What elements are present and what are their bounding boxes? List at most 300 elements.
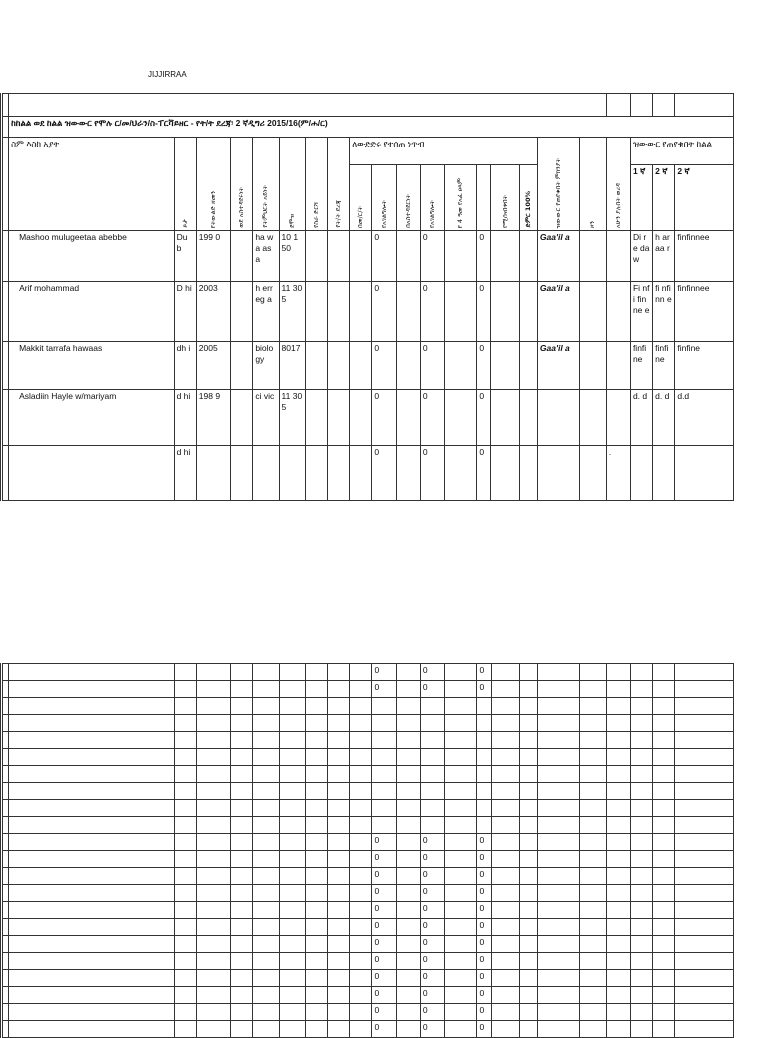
cell-empty bbox=[279, 987, 305, 1004]
cell-empty bbox=[519, 342, 537, 390]
cell-empty bbox=[580, 681, 606, 698]
cell-empty bbox=[675, 732, 734, 749]
cell-empty bbox=[174, 868, 196, 885]
header-region: ዞን bbox=[588, 221, 597, 228]
cell-empty bbox=[9, 953, 175, 970]
cell-empty bbox=[279, 715, 305, 732]
cell-empty bbox=[196, 885, 230, 902]
cell-empty bbox=[2, 953, 9, 970]
table-row bbox=[2, 919, 734, 936]
cell-empty bbox=[9, 851, 175, 868]
cell-empty bbox=[328, 1021, 350, 1038]
header-s8: ድምር 100% bbox=[523, 191, 532, 228]
cell-empty bbox=[491, 902, 519, 919]
cell-empty bbox=[279, 885, 305, 902]
cell-s4 bbox=[420, 766, 444, 783]
cell-empty bbox=[653, 868, 675, 885]
cell-empty bbox=[396, 231, 420, 282]
cell-empty bbox=[9, 749, 175, 766]
cell-s6 bbox=[477, 766, 491, 783]
cell-empty bbox=[231, 851, 253, 868]
header-c1: 1 ኛ bbox=[630, 165, 652, 231]
cell-field: biology bbox=[253, 342, 279, 390]
cell-s4: 0 bbox=[420, 390, 444, 446]
cell-empty bbox=[519, 749, 537, 766]
cell-reason: Gaa'il a bbox=[537, 231, 579, 282]
cell-empty bbox=[580, 800, 606, 817]
cell-empty bbox=[196, 817, 230, 834]
cell-empty bbox=[9, 970, 175, 987]
cell-empty bbox=[491, 885, 519, 902]
cell-empty bbox=[328, 766, 350, 783]
header-reason: ዝውውር የጠየቁበት ምክንያት bbox=[554, 157, 563, 228]
cell-empty bbox=[630, 817, 652, 834]
cell-s4: 0 bbox=[420, 919, 444, 936]
cell-empty bbox=[9, 783, 175, 800]
cell-empty bbox=[580, 749, 606, 766]
cell-empty bbox=[445, 342, 477, 390]
cell-empty bbox=[538, 834, 580, 851]
cell-empty bbox=[653, 698, 675, 715]
cell-s4: 0 bbox=[420, 231, 444, 282]
header-c2: 2 ኛ bbox=[653, 165, 675, 231]
transfer-table bbox=[0, 93, 734, 501]
cell-empty bbox=[630, 715, 652, 732]
cell-empty bbox=[606, 681, 630, 698]
cell-empty bbox=[396, 936, 420, 953]
cell-empty bbox=[253, 851, 279, 868]
cell-empty bbox=[491, 817, 519, 834]
header-request: ዝውውር የጠየቁበት ከልል bbox=[630, 138, 733, 165]
cell-empty bbox=[253, 766, 279, 783]
header-s2: የአገልግሎት bbox=[379, 199, 388, 228]
cell-empty bbox=[2, 987, 9, 1004]
cell-empty bbox=[675, 800, 734, 817]
cell-s2: 0 bbox=[372, 885, 396, 902]
cell-empty bbox=[328, 834, 350, 851]
cell-empty bbox=[231, 1004, 253, 1021]
cell-empty bbox=[231, 919, 253, 936]
cell-empty bbox=[2, 715, 9, 732]
cell-sex: D hi bbox=[174, 282, 196, 342]
table-row bbox=[2, 817, 734, 834]
cell-empty bbox=[2, 698, 9, 715]
cell-s2 bbox=[372, 800, 396, 817]
table-row bbox=[2, 766, 734, 783]
cell-empty bbox=[519, 851, 537, 868]
cell-s6: 0 bbox=[477, 446, 491, 501]
cell-empty bbox=[231, 766, 253, 783]
header-level: የስራ ድርሻ bbox=[311, 202, 320, 228]
cell-empty bbox=[491, 732, 519, 749]
cell-empty bbox=[2, 390, 9, 446]
cell-empty bbox=[653, 783, 675, 800]
cell-empty bbox=[653, 970, 675, 987]
cell-empty bbox=[305, 231, 327, 282]
cell-c1: finfine bbox=[630, 342, 652, 390]
cell-empty bbox=[606, 766, 630, 783]
cell-empty bbox=[653, 766, 675, 783]
cell-empty bbox=[630, 681, 652, 698]
cell-s4: 0 bbox=[420, 1004, 444, 1021]
cell-s2: 0 bbox=[372, 970, 396, 987]
cell-empty bbox=[305, 390, 327, 446]
cell-empty bbox=[253, 681, 279, 698]
cell-empty bbox=[606, 1004, 630, 1021]
cell-empty bbox=[491, 231, 519, 282]
table-row bbox=[2, 851, 734, 868]
cell-empty bbox=[445, 851, 477, 868]
cell-dot bbox=[606, 231, 630, 282]
cell-empty bbox=[519, 698, 537, 715]
cell-c2: finfine bbox=[653, 342, 675, 390]
cell-empty bbox=[491, 851, 519, 868]
cell-c3: d.d bbox=[675, 390, 734, 446]
cell-salary: 10 150 bbox=[279, 231, 305, 282]
cell-empty bbox=[328, 919, 350, 936]
cell-s6 bbox=[477, 817, 491, 834]
cell-c3 bbox=[675, 446, 734, 501]
header-s3: በአስተዳደርነት bbox=[403, 194, 412, 228]
cell-empty bbox=[653, 936, 675, 953]
cell-empty bbox=[445, 664, 477, 681]
cell-s2 bbox=[372, 749, 396, 766]
cell-empty bbox=[9, 936, 175, 953]
cell-empty bbox=[328, 868, 350, 885]
cell-salary bbox=[279, 446, 305, 501]
cell-empty bbox=[279, 868, 305, 885]
cell-empty bbox=[606, 715, 630, 732]
cell-empty bbox=[253, 817, 279, 834]
cell-empty bbox=[606, 664, 630, 681]
cell-empty bbox=[675, 664, 734, 681]
cell-empty bbox=[253, 953, 279, 970]
cell-empty bbox=[519, 919, 537, 936]
cell-empty bbox=[396, 664, 420, 681]
cell-empty bbox=[305, 834, 327, 851]
cell-empty bbox=[445, 390, 477, 446]
cell-empty bbox=[305, 1021, 327, 1038]
cell-empty bbox=[580, 987, 606, 1004]
table-row bbox=[2, 732, 734, 749]
header-s7: የሚሰናበቱበት bbox=[500, 194, 509, 228]
cell-empty bbox=[580, 231, 606, 282]
cell-c2: fi nfi nn e bbox=[653, 282, 675, 342]
cell-s2: 0 bbox=[372, 231, 396, 282]
cell-empty bbox=[675, 834, 734, 851]
cell-empty bbox=[2, 1021, 9, 1038]
cell-empty bbox=[253, 715, 279, 732]
cell-empty bbox=[396, 885, 420, 902]
cell-empty bbox=[305, 342, 327, 390]
cell-empty bbox=[491, 715, 519, 732]
cell-empty bbox=[174, 749, 196, 766]
cell-empty bbox=[491, 342, 519, 390]
cell-empty bbox=[519, 732, 537, 749]
cell-empty bbox=[279, 919, 305, 936]
cell-empty bbox=[396, 970, 420, 987]
cell-empty bbox=[9, 868, 175, 885]
cell-empty bbox=[350, 664, 372, 681]
cell-empty bbox=[675, 919, 734, 936]
cell-s4: 0 bbox=[420, 902, 444, 919]
cell-s4: 0 bbox=[420, 987, 444, 1004]
cell-empty bbox=[350, 936, 372, 953]
cell-empty bbox=[580, 817, 606, 834]
cell-empty bbox=[606, 970, 630, 987]
cell-empty bbox=[174, 902, 196, 919]
cell-empty bbox=[580, 732, 606, 749]
cell-empty bbox=[350, 834, 372, 851]
cell-empty bbox=[2, 885, 9, 902]
cell-empty bbox=[606, 987, 630, 1004]
cell-s6: 0 bbox=[477, 282, 491, 342]
table-row bbox=[2, 868, 734, 885]
cell-empty bbox=[445, 1021, 477, 1038]
cell-empty bbox=[231, 342, 253, 390]
cell-empty bbox=[2, 936, 9, 953]
cell-empty bbox=[580, 953, 606, 970]
cell-empty bbox=[606, 936, 630, 953]
cell-empty bbox=[174, 851, 196, 868]
cell-empty bbox=[9, 681, 175, 698]
table-row bbox=[2, 698, 734, 715]
cell-empty bbox=[675, 868, 734, 885]
cell-empty bbox=[196, 936, 230, 953]
cell-salary: 11 305 bbox=[279, 282, 305, 342]
cell-empty bbox=[519, 868, 537, 885]
cell-empty bbox=[519, 664, 537, 681]
cell-empty bbox=[231, 231, 253, 282]
cell-empty bbox=[538, 783, 580, 800]
cell-empty bbox=[327, 446, 349, 501]
cell-empty bbox=[231, 698, 253, 715]
cell-empty bbox=[606, 783, 630, 800]
cell-empty bbox=[675, 953, 734, 970]
cell-s2: 0 bbox=[372, 987, 396, 1004]
cell-s2: 0 bbox=[372, 282, 396, 342]
cell-empty bbox=[328, 732, 350, 749]
cell-empty bbox=[328, 783, 350, 800]
cell-s4 bbox=[420, 715, 444, 732]
cell-empty bbox=[396, 902, 420, 919]
cell-empty bbox=[328, 817, 350, 834]
cell-empty bbox=[253, 732, 279, 749]
cell-empty bbox=[350, 970, 372, 987]
table-row bbox=[2, 681, 734, 698]
cell-empty bbox=[196, 681, 230, 698]
cell-empty bbox=[491, 953, 519, 970]
cell-empty bbox=[396, 715, 420, 732]
cell-empty bbox=[174, 664, 196, 681]
lower-table bbox=[0, 663, 734, 1038]
cell-empty bbox=[653, 817, 675, 834]
cell-empty bbox=[196, 868, 230, 885]
cell-empty bbox=[580, 885, 606, 902]
cell-empty bbox=[196, 834, 230, 851]
cell-empty bbox=[653, 987, 675, 1004]
cell-s2 bbox=[372, 698, 396, 715]
sheet-title: ከከልል ወደ ከልል ዝውውር የሞሉ ር/መ/ህራን/ስ-ፐርቫይዘር - የት/ት ደረጃ፡ 2 ኛዲግሪ 2015/16(ም/ሐ/ር) bbox=[9, 117, 734, 138]
cell-empty bbox=[231, 732, 253, 749]
cell-empty bbox=[519, 446, 537, 501]
cell-empty bbox=[580, 664, 606, 681]
cell-s2: 0 bbox=[372, 834, 396, 851]
cell-s4: 0 bbox=[420, 446, 444, 501]
cell-empty bbox=[630, 1021, 652, 1038]
cell-empty bbox=[491, 681, 519, 698]
cell-empty bbox=[538, 681, 580, 698]
cell-empty bbox=[231, 868, 253, 885]
cell-empty bbox=[445, 681, 477, 698]
cell-empty bbox=[279, 664, 305, 681]
cell-empty bbox=[174, 681, 196, 698]
cell-empty bbox=[279, 749, 305, 766]
cell-empty bbox=[328, 970, 350, 987]
cell-empty bbox=[491, 970, 519, 987]
cell-empty bbox=[538, 851, 580, 868]
cell-empty bbox=[396, 868, 420, 885]
cell-empty bbox=[350, 732, 372, 749]
cell-empty bbox=[253, 749, 279, 766]
cell-empty bbox=[580, 390, 606, 446]
cell-salary: 8017 bbox=[279, 342, 305, 390]
cell-s4: 0 bbox=[420, 282, 444, 342]
cell-empty bbox=[491, 282, 519, 342]
cell-s4: 0 bbox=[420, 851, 444, 868]
cell-empty bbox=[196, 1021, 230, 1038]
cell-empty bbox=[445, 715, 477, 732]
cell-empty bbox=[519, 953, 537, 970]
cell-empty bbox=[305, 851, 327, 868]
cell-empty bbox=[174, 953, 196, 970]
cell-empty bbox=[675, 885, 734, 902]
cell-empty bbox=[445, 1004, 477, 1021]
cell-empty bbox=[253, 834, 279, 851]
cell-empty bbox=[279, 902, 305, 919]
cell-empty bbox=[396, 446, 420, 501]
cell-empty bbox=[196, 783, 230, 800]
cell-empty bbox=[580, 446, 606, 501]
table-row bbox=[2, 749, 734, 766]
cell-empty bbox=[445, 446, 477, 501]
cell-empty bbox=[196, 970, 230, 987]
cell-empty bbox=[231, 817, 253, 834]
cell-empty bbox=[675, 970, 734, 987]
cell-s6 bbox=[477, 749, 491, 766]
cell-birth: 2003 bbox=[196, 282, 230, 342]
cell-empty bbox=[675, 681, 734, 698]
cell-empty bbox=[606, 732, 630, 749]
cell-empty bbox=[445, 732, 477, 749]
cell-s2: 0 bbox=[372, 342, 396, 390]
cell-empty bbox=[630, 732, 652, 749]
cell-empty bbox=[606, 749, 630, 766]
table-row bbox=[2, 715, 734, 732]
cell-empty bbox=[305, 698, 327, 715]
cell-empty bbox=[2, 970, 9, 987]
cell-empty bbox=[9, 800, 175, 817]
cell-empty bbox=[653, 749, 675, 766]
cell-empty bbox=[279, 800, 305, 817]
cell-s6: 0 bbox=[477, 936, 491, 953]
cell-empty bbox=[196, 732, 230, 749]
cell-empty bbox=[196, 800, 230, 817]
cell-c1 bbox=[630, 446, 652, 501]
cell-empty bbox=[328, 698, 350, 715]
cell-empty bbox=[350, 446, 372, 501]
cell-s4: 0 bbox=[420, 885, 444, 902]
cell-empty bbox=[445, 766, 477, 783]
cell-empty bbox=[350, 987, 372, 1004]
cell-s4: 0 bbox=[420, 834, 444, 851]
cell-empty bbox=[2, 732, 9, 749]
cell-empty bbox=[231, 902, 253, 919]
cell-empty bbox=[580, 1021, 606, 1038]
cell-empty bbox=[445, 885, 477, 902]
cell-empty bbox=[253, 919, 279, 936]
cell-empty bbox=[519, 885, 537, 902]
table-row bbox=[2, 1004, 734, 1021]
cell-empty bbox=[174, 987, 196, 1004]
header-s1: በመ/ር/ት bbox=[356, 206, 365, 228]
cell-empty bbox=[9, 919, 175, 936]
cell-name bbox=[9, 446, 175, 501]
cell-c2 bbox=[653, 446, 675, 501]
cell-sex: d hi bbox=[174, 446, 196, 501]
cell-empty bbox=[396, 987, 420, 1004]
cell-empty bbox=[445, 868, 477, 885]
cell-empty bbox=[491, 834, 519, 851]
cell-empty bbox=[174, 1004, 196, 1021]
cell-empty bbox=[196, 664, 230, 681]
cell-empty bbox=[231, 681, 253, 698]
cell-empty bbox=[9, 766, 175, 783]
cell-empty bbox=[253, 664, 279, 681]
cell-empty bbox=[305, 868, 327, 885]
cell-empty bbox=[445, 231, 477, 282]
cell-empty bbox=[653, 664, 675, 681]
cell-empty bbox=[231, 749, 253, 766]
cell-s2: 0 bbox=[372, 1004, 396, 1021]
cell-empty bbox=[350, 749, 372, 766]
cell-empty bbox=[2, 681, 9, 698]
cell-empty bbox=[9, 732, 175, 749]
table-row bbox=[2, 390, 734, 446]
cell-s4: 0 bbox=[420, 936, 444, 953]
cell-empty bbox=[305, 282, 327, 342]
cell-empty bbox=[491, 919, 519, 936]
cell-empty bbox=[491, 868, 519, 885]
cell-empty bbox=[630, 698, 652, 715]
cell-empty bbox=[2, 282, 9, 342]
cell-empty bbox=[2, 231, 9, 282]
cell-empty bbox=[445, 902, 477, 919]
cell-empty bbox=[174, 698, 196, 715]
cell-empty bbox=[519, 282, 537, 342]
cell-empty bbox=[445, 936, 477, 953]
cell-empty bbox=[630, 800, 652, 817]
cell-empty bbox=[253, 936, 279, 953]
cell-s6: 0 bbox=[477, 231, 491, 282]
cell-empty bbox=[2, 868, 9, 885]
table-row bbox=[2, 231, 734, 282]
cell-empty bbox=[675, 936, 734, 953]
header-name: ስም እስከ አያት bbox=[9, 138, 175, 231]
cell-empty bbox=[606, 851, 630, 868]
cell-empty bbox=[305, 953, 327, 970]
cell-empty bbox=[174, 783, 196, 800]
